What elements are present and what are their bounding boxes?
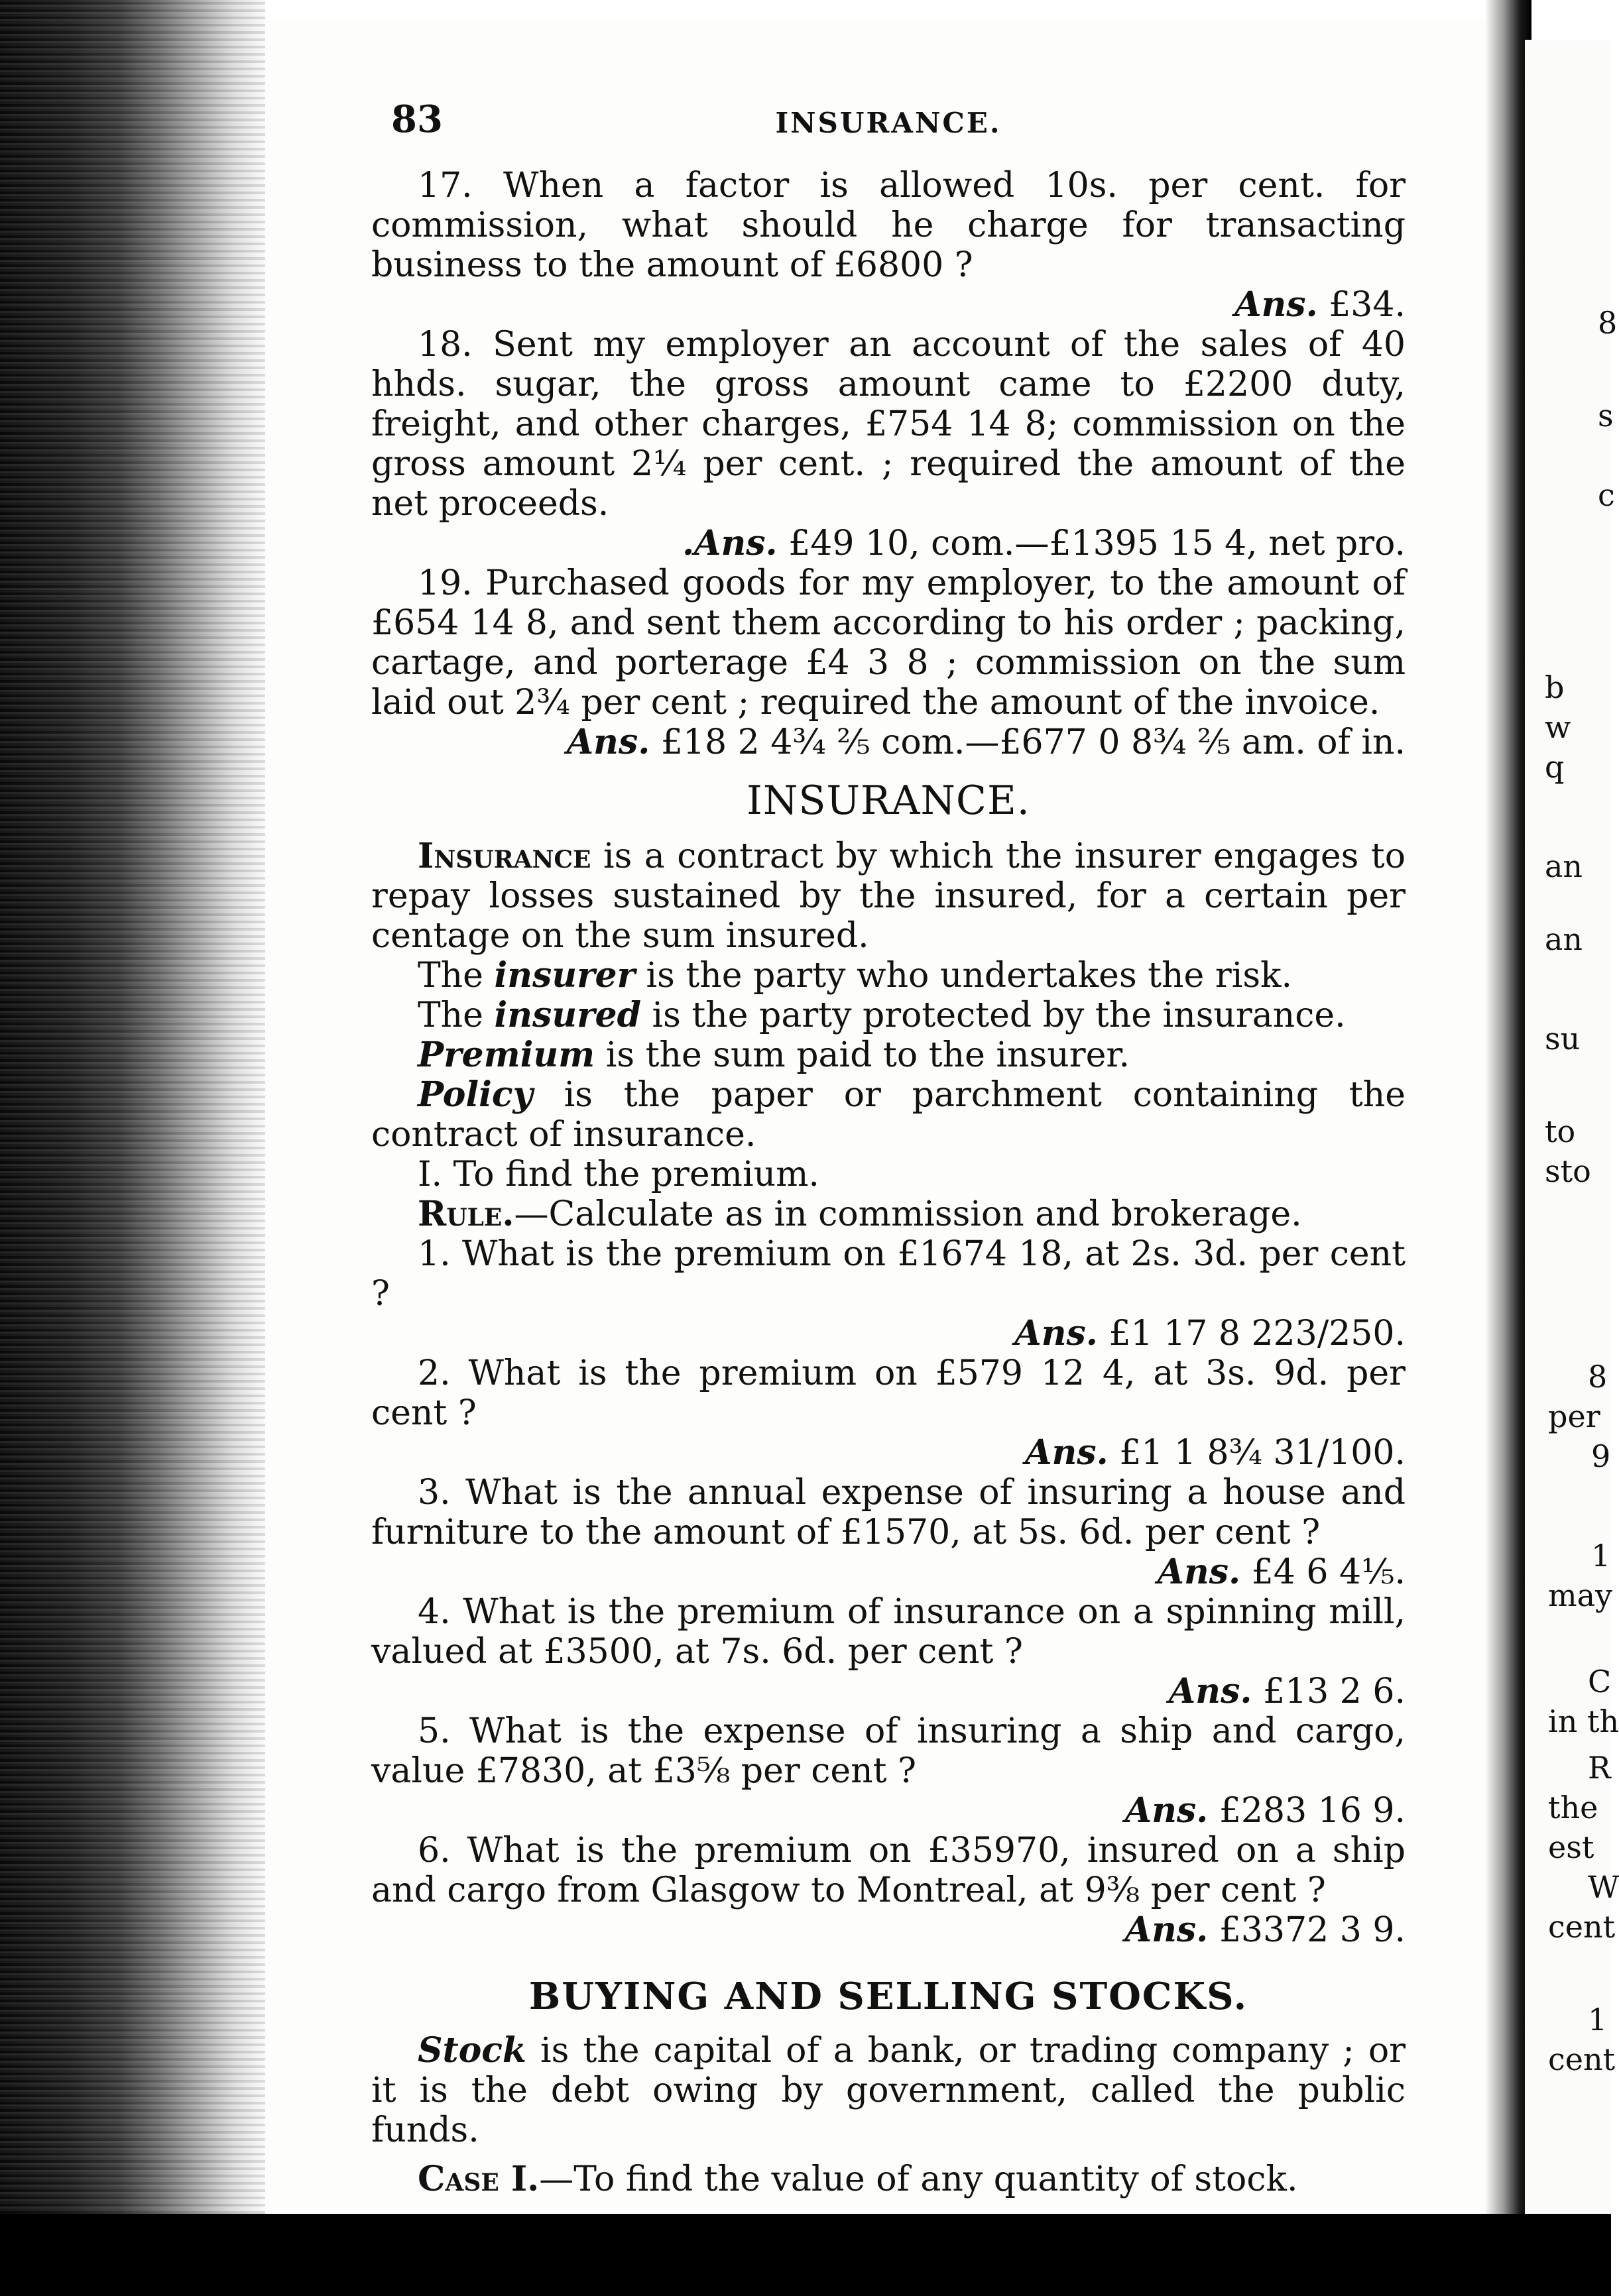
answer-label: .Ans. <box>682 523 778 563</box>
running-title: INSURANCE. <box>775 107 1002 139</box>
facing-fragment: 1 <box>1591 1538 1611 1574</box>
insurance-problem-answer <box>371 1433 1406 1473</box>
case-text: —To find the value of any quantity of stock. <box>539 2159 1298 2199</box>
facing-fragment: to <box>1545 1114 1576 1149</box>
facing-fragment: 1 <box>1588 2002 1608 2038</box>
term-insured <box>371 996 1406 1035</box>
facing-fragment: 8 <box>1588 1359 1608 1395</box>
answer-label: Ans. <box>1124 1790 1209 1831</box>
page-header <box>371 99 1406 146</box>
definition-text: is the capital of a bank, or trading company ; or it is the debt owing by government, called the public funds. <box>371 2031 1406 2150</box>
stock-definition <box>371 2031 1406 2150</box>
definition-text: is a contract by which the insurer engages to repay losses sustained by the insured, for a certain per centage on the sum insured. <box>371 836 1406 956</box>
term-prefix: The <box>418 996 483 1035</box>
term-premium <box>371 1035 1406 1075</box>
facing-fragment: c <box>1598 477 1615 513</box>
facing-fragment: s <box>1598 398 1614 433</box>
facing-fragment: C <box>1588 1664 1612 1699</box>
answer-label: Ans. <box>1014 1313 1098 1353</box>
term-prefix: The <box>418 956 483 996</box>
answer-value: £4 6 4⅕. <box>1251 1552 1406 1592</box>
term-word: insured <box>494 995 641 1035</box>
page-text <box>371 99 1406 2199</box>
facing-page <box>1525 40 1619 2267</box>
insurance-problem-text: 6. What is the premium on £35970, insured on a ship and cargo from Glasgow to Montreal, at 9⅜ per cent ? <box>371 1831 1406 1910</box>
spine-texture <box>0 0 265 2296</box>
facing-fragment: su <box>1545 1021 1581 1057</box>
insurance-definition <box>371 836 1406 956</box>
answer-value: £1 1 8¾ 31/100. <box>1119 1433 1406 1473</box>
problem-17-answer <box>371 285 1406 325</box>
insurance-problem-answer <box>371 1552 1406 1592</box>
answer-label: Ans. <box>1234 284 1318 325</box>
facing-fragment: q <box>1545 749 1565 785</box>
rule <box>371 1194 1406 1234</box>
term-definition: is the party who undertakes the risk. <box>646 956 1293 996</box>
answer-value: £283 16 9. <box>1219 1791 1406 1831</box>
answer-value: £3372 3 9. <box>1219 1910 1406 1950</box>
answer-label: Ans. <box>1157 1552 1241 1592</box>
answer-value: £49 10, com.—£1395 15 4, net pro. <box>788 524 1406 563</box>
answer-value: £1 17 8 223/250. <box>1109 1314 1406 1353</box>
problem-18-answer <box>371 524 1406 563</box>
facing-fragment: 8 <box>1598 305 1618 341</box>
answer-value: £13 2 6. <box>1262 1672 1406 1711</box>
facing-fragment: in th <box>1548 1703 1619 1739</box>
rule-label: Rule. <box>418 1194 514 1234</box>
insurance-heading: INSURANCE. <box>747 777 1030 824</box>
answer-value: £18 2 4¾ ⅖ com.—£677 0 8¾ ⅖ am. of in. <box>660 722 1406 762</box>
answer-label: Ans. <box>1124 1910 1209 1950</box>
answer-label: Ans. <box>1168 1671 1252 1711</box>
insurance-problem-text: 5. What is the expense of insuring a ship and cargo, value £7830, at £3⅝ per cent ? <box>371 1711 1406 1791</box>
term-definition: is the sum paid to the insurer. <box>605 1035 1130 1075</box>
facing-fragment: est <box>1548 1829 1594 1865</box>
facing-fragment: 9 <box>1591 1438 1611 1474</box>
term-definition: is the party protected by the insurance. <box>652 996 1346 1035</box>
facing-fragment: cent <box>1548 2041 1616 2077</box>
facing-fragment: an <box>1545 921 1583 957</box>
definition-term: Stock <box>418 2030 526 2071</box>
facing-fragment: w <box>1545 709 1571 745</box>
facing-fragment: cent <box>1548 1909 1616 1945</box>
answer-label: Ans. <box>1025 1432 1109 1473</box>
insurance-problem-text: 3. What is the annual expense of insuring a house and furniture to the amount of £1570, at 5s. 6d. per cent ? <box>371 1473 1406 1552</box>
term-word: insurer <box>494 955 636 996</box>
facing-fragment: R <box>1588 1750 1611 1786</box>
insurance-problem-text: 1. What is the premium on £1674 18, at 2s. 3d. per cent ? <box>371 1234 1406 1314</box>
answer-label: Ans. <box>566 722 650 762</box>
term-policy <box>371 1075 1406 1155</box>
insurance-problem-answer <box>371 1791 1406 1831</box>
term-insurer <box>371 956 1406 996</box>
facing-fragment: an <box>1545 848 1583 884</box>
problem-17-text: 17. When a factor is allowed 10s. per cent. for commission, what should he charge for transacting business to the amount of £6800 ? <box>371 166 1406 285</box>
insurance-problem-text: 4. What is the premium of insurance on a spinning mill, valued at £3500, at 7s. 6d. per cent ? <box>371 1592 1406 1672</box>
scan-bottom-edge <box>0 2214 1611 2296</box>
page-number: 83 <box>391 97 443 141</box>
facing-fragment: W <box>1588 1869 1619 1905</box>
problem-18-text: 18. Sent my employer an account of the sales of 40 hhds. sugar, the gross amount came to £2200 duty, freight, and other charges, £754 14 8; commission on the gross amount 2¼ per cent. ; required the amount of the net proceeds. <box>371 325 1406 524</box>
insurance-problem-answer <box>371 1314 1406 1353</box>
facing-fragment: b <box>1545 669 1565 705</box>
stocks-heading: BUYING AND SELLING STOCKS. <box>528 1975 1248 2018</box>
commission-problems <box>371 166 1406 762</box>
problem-19-answer <box>371 722 1406 762</box>
insurance-section <box>371 836 1406 1950</box>
insurance-problem-text: 2. What is the premium on £579 12 4, at 3s. 9d. per cent ? <box>371 1353 1406 1433</box>
facing-fragment: per <box>1548 1399 1600 1434</box>
answer-value: £34. <box>1329 285 1406 325</box>
rule-text: —Calculate as in commission and brokerage. <box>514 1194 1302 1234</box>
definition-term: Insurance <box>418 836 591 876</box>
facing-fragment: may <box>1548 1578 1613 1613</box>
facing-fragment: sto <box>1545 1153 1591 1189</box>
insurance-problem-answer <box>371 1672 1406 1711</box>
facing-fragment: the <box>1548 1790 1598 1825</box>
term-definition: is the paper or parchment containing the contract of insurance. <box>371 1075 1406 1155</box>
term-word: Policy <box>418 1074 533 1115</box>
stocks-section <box>371 2031 1406 2199</box>
case-title: I. To find the premium. <box>418 1155 819 1194</box>
term-word: Premium <box>418 1035 595 1075</box>
problem-19-text: 19. Purchased goods for my employer, to the amount of £654 14 8, and sent them according to his order ; packing, cartage, and porterage £4 3 8 ; commission on the sum laid out 2¾ per cent ; required the amount of the invoice. <box>371 563 1406 722</box>
stock-case <box>371 2159 1406 2199</box>
insurance-problem-answer <box>371 1910 1406 1950</box>
case-label: Case I. <box>418 2159 540 2199</box>
